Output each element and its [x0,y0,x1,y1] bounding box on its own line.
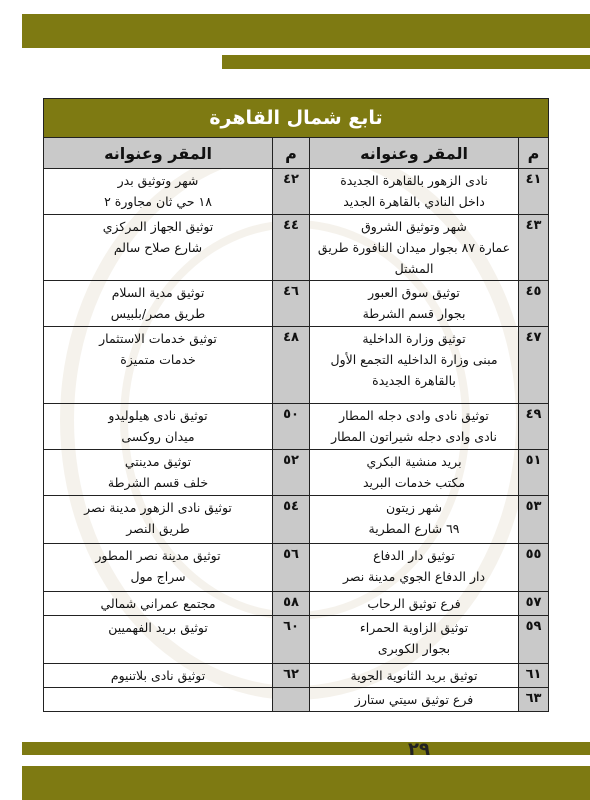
office-address-right [310,404,519,450]
office-address-left [44,404,273,450]
office-number-right [519,688,549,712]
office-name: توثيق نادى الزهور مدينة نصر [84,500,232,515]
office-name: بريد منشية البكري [366,454,462,469]
table-row [44,496,549,544]
page-number: ٢٩ [408,739,430,760]
office-address-left [44,281,273,327]
office-number-right [519,327,549,404]
office-address: بجوار الكوبرى [377,641,451,656]
office-number: ٥٤ [283,499,299,514]
office-name: توثيق نادى هيلوليدو [108,408,208,423]
top-decor-band [22,14,590,48]
office-number-right [519,496,549,544]
office-number-left [273,496,310,544]
office-number: ٦٣ [525,691,542,706]
header-num-left: م [273,138,310,169]
office-address-left [44,688,273,712]
office-address: طريق مصر/بلبيس [110,306,206,321]
office-number: ٤١ [525,172,542,187]
office-number-right [519,450,549,496]
office-number: ٤٧ [525,330,542,345]
office-number-right [519,544,549,592]
office-address-right [310,496,519,544]
office-address-left [44,664,273,688]
table-row [44,404,549,450]
offices-table [43,98,549,712]
office-number-left [273,169,310,215]
office-number-left [273,664,310,688]
office-name: شهر وتوثيق الشروق [361,219,467,234]
office-address-right [310,688,519,712]
office-name: توثيق سوق العبور [368,285,460,300]
office-name: فرع توثيق سيتي ستارز [354,692,474,707]
office-number-right [519,169,549,215]
header-addr-right: المقر وعنوانه [310,138,519,169]
office-name: توثيق وزارة الداخلية [362,331,466,346]
office-number-left [273,544,310,592]
office-number: ٤٥ [525,284,542,299]
office-name: توثيق مدينتي [124,454,192,469]
office-address-right [310,215,519,281]
office-number: ٥٩ [525,619,542,634]
office-address-left [44,496,273,544]
office-address: خلف قسم الشرطة [107,475,209,490]
office-address: ميدان روكسى [121,429,195,444]
office-number: ٥١ [525,453,542,468]
table-row [44,169,549,215]
bottom-decor-stripe [22,742,590,755]
office-address: بجوار قسم الشرطة [362,306,466,321]
office-address-right [310,450,519,496]
office-number: ٦٢ [283,667,299,682]
office-address-left [44,592,273,616]
office-number: ٦١ [525,667,542,682]
office-name: توثيق بريد الثانوية الجوية [350,668,478,683]
office-address-left [44,215,273,281]
office-address-right [310,169,519,215]
office-name: توثيق مدينة نصر المطور [95,548,221,563]
office-address: نادى وادى دجله شيراتون المطار [331,429,497,444]
office-number: ٥٠ [283,407,299,422]
office-address: مبنى وزارة الداخليه التجمع الأول بالقاهرة الجديدة [330,352,498,388]
office-number: ٤٦ [283,284,299,299]
top-decor-stripe [222,55,590,69]
office-number: ٤٩ [525,407,542,422]
office-name: توثيق الزاوية الحمراء [359,620,469,635]
office-number: ٥٣ [525,499,542,514]
table-row [44,327,549,404]
office-address-left [44,169,273,215]
office-number-left [273,592,310,616]
office-number: ٥٨ [283,595,299,610]
office-number: ٥٢ [283,453,299,468]
office-name: شهر زيتون [386,500,443,515]
office-number-right [519,664,549,688]
office-address-left [44,450,273,496]
office-address: سراج مول [130,569,186,584]
office-name: توثيق مدية السلام [111,285,205,300]
office-number: ٤٤ [283,218,299,233]
office-address: مكتب خدمات البريد [362,475,466,490]
table-row [44,215,549,281]
header-num-right: م [519,138,549,169]
office-address: ١٨ حي ثان مجاورة ٢ [104,194,212,209]
table-row [44,664,549,688]
office-number-left [273,327,310,404]
office-name: مجتمع عمراني شمالي [100,596,216,611]
title-row [44,99,549,138]
bottom-decor-band [22,766,590,800]
office-number-left [273,688,310,712]
office-address-right [310,544,519,592]
table-title: تابع شمال القاهرة [44,99,549,138]
office-number-left [273,215,310,281]
office-address: دار الدفاع الجوي مدينة نصر [342,569,486,584]
office-address: شارع صلاح سالم [113,240,203,255]
office-number-right [519,616,549,664]
table-row [44,281,549,327]
header-addr-left: المقر وعنوانه [44,138,273,169]
table-row [44,450,549,496]
office-number-left [273,616,310,664]
office-number-right [519,215,549,281]
office-number-left [273,281,310,327]
office-number-right [519,404,549,450]
office-number-right [519,281,549,327]
office-number-left [273,450,310,496]
office-number: ٥٦ [283,547,299,562]
office-number: ٥٧ [525,595,542,610]
office-address: ٦٩ شارع المطرية [368,521,460,536]
office-address: خدمات متميزة [120,352,196,367]
office-number: ٥٥ [525,547,542,562]
office-address-left [44,544,273,592]
table-row [44,616,549,664]
office-address-right [310,592,519,616]
office-name: فرع توثيق الرحاب [367,596,461,611]
office-number: ٤٣ [525,218,542,233]
office-address-left [44,327,273,404]
office-address-right [310,327,519,404]
table-row [44,592,549,616]
office-number: ٤٨ [283,330,299,345]
office-name: توثيق دار الدفاع [373,548,455,563]
office-name: توثيق الجهاز المركزي [102,219,214,234]
table-row [44,544,549,592]
office-number-right [519,592,549,616]
office-address: داخل النادي بالقاهرة الجديد [343,194,485,209]
office-address: عمارة ٨٧ بجوار ميدان النافورة طريق المشتل [317,240,511,276]
office-name: توثيق نادى بلاتنيوم [110,668,206,683]
office-address-left [44,616,273,664]
office-name: توثيق نادى وادى دجله المطار [339,408,489,423]
office-name: نادى الزهور بالقاهرة الجديدة [340,173,488,188]
office-name: توثيق بريد الفهميين [108,620,208,635]
office-name: شهر وتوثيق بدر [117,173,199,188]
office-address-right [310,664,519,688]
header-row [44,138,549,169]
office-number-left [273,404,310,450]
office-name: توثيق خدمات الاستثمار [99,331,217,346]
table-row [44,688,549,712]
office-number: ٤٢ [283,172,299,187]
office-address: طريق النصر [126,521,190,536]
office-address-right [310,281,519,327]
office-address-right [310,616,519,664]
office-number: ٦٠ [283,619,299,634]
